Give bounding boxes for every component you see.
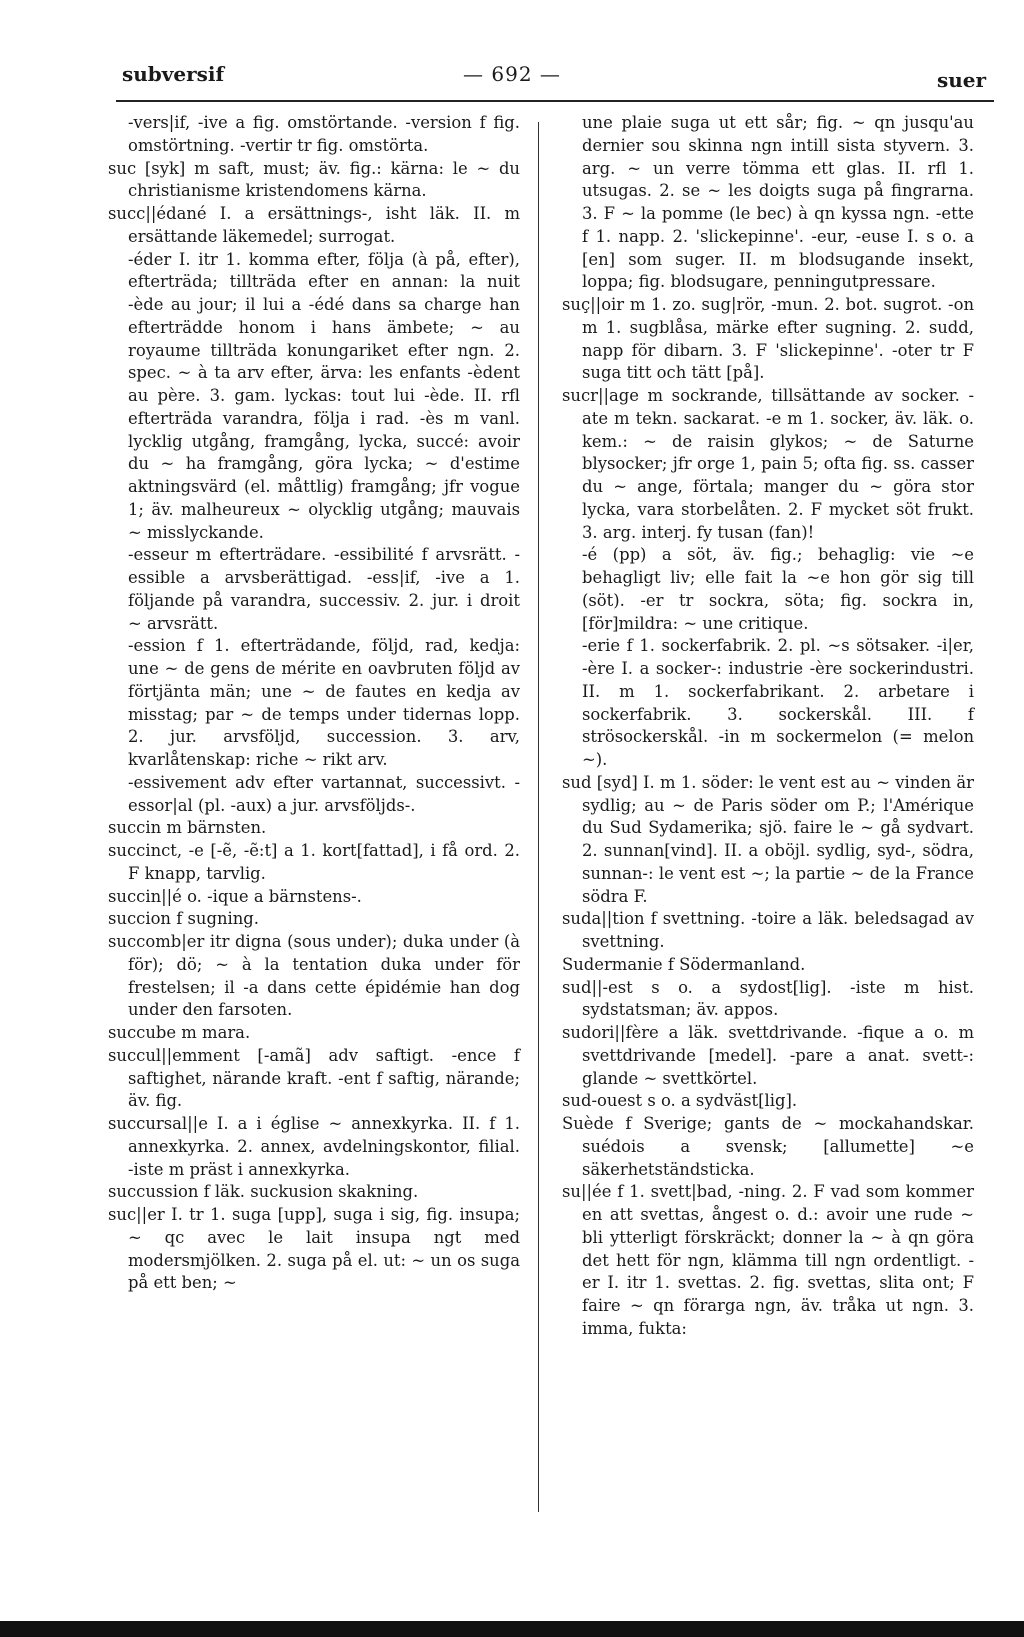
dictionary-entry: -esseur m efterträdare. -essibilité f arvsrätt. -essible a arvsberättigad. -ess|if, -ive a 1. följande på varandra, successiv. 2. jur. i droit ~ arvsrätt. [128,545,520,633]
page-number: — 692 — [463,62,561,86]
dictionary-entry: sudori||fère a läk. svettdrivande. -fique a o. m svettdrivande [medel]. -pare a anat. svett-: glande ~ svettkörtel. [562,1023,974,1088]
dictionary-entry: succin||é o. -ique a bärnstens-. [108,886,362,906]
dictionary-entry: sucr||age m sockrande, tillsättande av socker. -ate m tekn. sackarat. -e m 1. socker, äv. läk. o. kem.: ~ de raisin glykos; ~ de Saturne blysocker; jfr orge 1, pain 5; ofta fig. ss. casser du ~ ange, förtala; manger du ~ göra stor lycka, vara storbelåten. 2. F mycket söt frukt. 3. arg. interj. fy tusan (fan)! [562,386,974,542]
scan-bottom-edge [0,1621,1024,1637]
dictionary-entry: succin m bärnsten. [108,818,267,838]
dictionary-entry: -é (pp) a söt, äv. fig.; behaglig: vie ~e behagligt liv; elle fait la ~e hon gör sig till (söt). -er tr sockra, söta; fig. sockra in, [för]mildra: ~ une critique. [582,545,974,633]
dictionary-entry: succussion f läk. suckusion skakning. [108,1182,419,1202]
dictionary-entry: -erie f 1. sockerfabrik. 2. pl. ~s sötsaker. -i|er, -ère I. a socker-: industrie -ère sockerindustri. II. m 1. sockerfabrikant. 2. arbetare i sockerfabrik. 3. sockerskål. III. f strösockerskål. -in m sockermelon (= melon ~). [582,636,974,769]
dictionary-entry: Suède f Sverige; gants de ~ mockahandskar. suédois a svensk; [allumette] ~e säkerhetständsticka. [562,1114,974,1179]
dictionary-entry: suc||er I. tr 1. suga [upp], suga i sig, fig. insupa; ~ qc avec le lait insupa ngt med modersmjölken. 2. suga på el. ut: ~ un os suga på ett ben; ~ [108,1205,520,1293]
left-column [108,112,520,1295]
column-divider [538,122,539,1512]
dictionary-entry: -essivement adv efter vartannat, successivt. -essor|al (pl. -aux) a jur. arvsföljds-. [128,772,520,815]
dictionary-entry: suda||tion f svettning. -toire a läk. beledsagad av svettning. [562,909,974,951]
dictionary-entry: su||ée f 1. svett|bad, -ning. 2. F vad som kommer en att svettas, ångest o. d.: avoir une rude ~ bli ytterligt förskräckt; donner la ~ à qn göra det hett för ngn, klämma till ngn ordentligt. -er I. itr 1. svettas. 2. fig. svettas, slita ont; F faire ~ qn förarga ngn, äv. tråka ut ngn. 3. imma, fukta: [562,1182,974,1338]
dictionary-entry: succomb|er itr digna (sous under); duka under (à för); dö; ~ à la tentation duka under för frestelsen; il -a dans cette épidémie han dog under den farsoten. [108,932,520,1020]
dictionary-entry: suç||oir m 1. zo. sug|rör, -mun. 2. bot. sugrot. -on m 1. sugblåsa, märke efter sugning. 2. sudd, napp för dibarn. 3. F 'slickepinne'. -oter tr F suga titt och tätt [på]. [562,295,974,383]
header-rule [116,100,994,102]
dictionary-entry: -ession f 1. efterträdande, följd, rad, kedja: une ~ de gens de mérite en oavbruten följd av förtjänta män; une ~ de fautes en kedja av misstag; par ~ de temps under tidernas lopp. 2. jur. arvsföljd, succession. 3. arv, kvarlåtenskap: riche ~ rikt arv. [128,636,520,769]
dictionary-entry: succul||emment [-amã] adv saftigt. -ence f saftighet, närande kraft. -ent f saftig, närande; äv. fig. [108,1045,520,1111]
dictionary-entry: succinct, -e [-ẽ, -ẽ:t] a 1. kort[fattad], i få ord. 2. F knapp, tarvlig. [108,841,520,883]
dictionary-entry: sud||-est s o. a sydost[lig]. -iste m hist. sydstatsman; äv. appos. [562,977,974,1020]
running-head-first-entry: subversif [122,62,225,86]
dictionary-entry: succursal||e I. a i église ~ annexkyrka. II. f 1. annexkyrka. 2. annex, avdelningskontor, filial. -iste m präst i annexkyrka. [108,1114,520,1179]
dictionary-entry: -vers|if, -ive a fig. omstörtande. -version f fig. omstörtning. -vertir tr fig. omstörta. [128,113,520,155]
dictionary-entry: succube m mara. [108,1023,251,1042]
dictionary-entry: une plaie suga ut ett sår; fig. ~ qn jusqu'au dernier sou skinna ngn intill sista styvern. 3. arg. ~ un verre tömma ett glas. II. rfl 1. utsugas. 2. se ~ les doigts suga på fingrarna. 3. F ~ la pomme (le bec) à qn kyssa ngn. -ette f 1. napp. 2. 'slickepinne'. -eur, -euse I. s o. a [en] som suger. II. m blodsugande insekt, loppa; fig. blodsugare, penningutpressare. [582,113,974,292]
dictionary-entry: sud [syd] I. m 1. söder: le vent est au ~ vinden är sydlig; au ~ de Paris söder om P.; l'Amérique du Sud Sydamerika; sjö. faire le ~ gå sydvart. 2. sunnan[vind]. II. a oböjl. sydlig, syd-, södra, sunnan-: le vent est ~; la partie ~ de la France södra F. [562,772,974,906]
running-head-last-entry: suer [936,68,986,92]
dictionary-entry: suc [syk] m saft, must; äv. fig.: kärna: le ~ du christianisme kristendomens kärna. [108,158,520,201]
dictionary-entry: succ||édané I. a ersättnings-, isht läk. II. m ersättande läkemedel; surrogat. [108,204,520,246]
right-column [562,112,974,1341]
dictionary-entry: Sudermanie f Södermanland. [562,954,806,974]
dictionary-entry: sud-ouest s o. a sydväst[lig]. [562,1091,798,1111]
dictionary-entry: -éder I. itr 1. komma efter, följa (à på, efter), efterträda; tillträda efter en annan: la nuit -ède au jour; il lui a -édé dans sa charge han efterträdde honom i hans ämbete; ~ au royaume tillträda konungariket efter ngn. 2. spec. ~ à ta arv efter, ärva: les enfants -èdent au père. 3. gam. lyckas: tout lui -ède. II. rfl efterträda varandra, följa i rad. -ès m vanl. lycklig utgång, framgång, lycka, succé: avoir du ~ ha framgång, göra lycka; ~ d'estime aktningsvärd (el. måttlig) framgång; jfr vogue 1; äv. malheureux ~ olycklig utgång; mauvais ~ misslyckande. [128,249,520,542]
dictionary-entry: succion f sugning. [108,909,259,929]
